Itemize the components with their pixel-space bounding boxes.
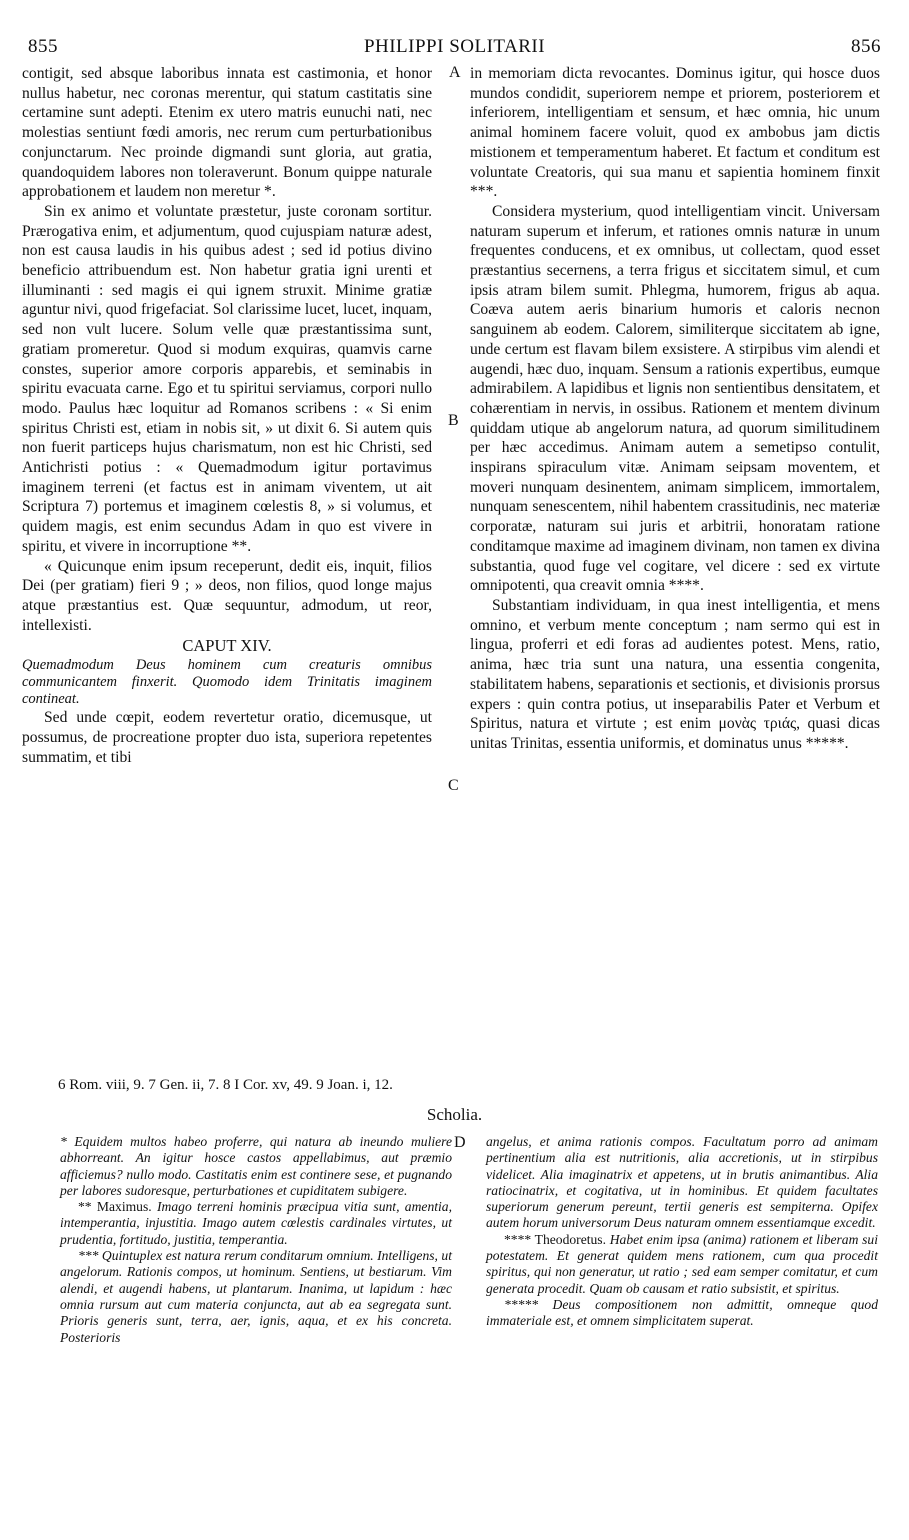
scholion-text: Habet enim ipsa (anima) rationem et liberam sui potestatem. Et generat quidem mens rationem, cum qua procedit spiritus, qui non generatur, ut ratio ; sed eam semper comitatur, et cum generata procedit. Quam ob causam et ratio subsistit, et spiritus. [486,1231,878,1296]
paragraph: Sed unde cœpit, eodem revertetur oratio, dicemusque, ut possumus, de procreatione propter duo ista, superiora repetentes summatim, et tibi [22,709,432,766]
paragraph: Considera mysterium, quod intelligentiam vincit. Universam naturam superum et inferum, et rationes omnis naturæ in unum frequentes conducens, et ex omnibus, ut collectam, quod esset præstantius secernens, a terra frigus et siccitatem simul, et cum ipsis atram bilem sumit. Phlegma, humorem, frigus ab aqua. Coæva autem aeris binarium humoris et caloris necnon sanguinem ab eodem. Calorem, similiterque siccitatem ab igne, unde certum est flavam bilem exsistere. A stirpibus vim alendi et augendi, hæc duo, inquam. Sensum a rationis expertibus, eumque admirabilem. A lapidibus et lignis non sentientibus densitatem, et cohærentiam in nervis, in ossibus. Rationem et mentem divinum quiddam utique ab angelorum natura, ad quorum similitudinem per hæc accedimus. Animam autem a semetipso contulit, inspirans spiraculum vitæ. Animam seipsam moventem, et moveri nunquam desinentem, animam simplicem, immortalem, nunquam senescentem, nihil habentem crassitudinis, nec materiæ corporatæ, naturam sui juris et arbitrii, honoratam ratione conditamque maxime ad imaginem divinam, non tamen ex divina substantia, quod fuge vel cogitare, vel dicere : sed ex virtute omnipotenti, qua creavit omnia ****. [470,202,880,595]
scholion-text: Imago terreni hominis præcipua vitia sunt, amentia, intemperantia, injustitia. Imago autem cœlestis cardinales virtutes, ut prudentia, fortitudo, justitia, temperantia. [60,1199,452,1247]
chapter-summary: Quemadmodum Deus hominem cum creaturis omnibus communicantem finxerit. Quomodo idem Trinitatis imaginem contineat. [22,657,432,708]
margin-marker-c: C [448,777,459,794]
paragraph: Substantiam individuam, in qua inest intelligentia, et mens omnino, et verbum mente conceptum ; nam sermo qui est in lingua, proferri et edi foras ad audientes potest. Mens, ratio, anima, hæc tria sunt una natura, una essentia congenita, stabilitatem habens, separationis et sectionis, et divisionis prorsus expers : quin contra potius, ut inseparabilis Pater et Verbum et Spiritus, natura et virtute ; est enim μονὰς τριάς, quasi dicas unitas Trinitas, essentia uniformis, et dominatus unus *****. [470,596,880,752]
left-page-number: 855 [28,36,58,57]
scholion: ***** Deus compositionem non admittit, omneque quod immateriale est, et omnem simplicitatem superat. [486,1296,878,1329]
chapter-heading: CAPUT XIV. [182,636,272,656]
left-text-column [22,64,432,767]
paragraph: in memoriam dicta revocantes. Dominus igitur, qui hosce duos mundos condidit, superiorem nempe et priorem, posteriorem et inferiorem, intelligentiam et sensum, et hæc omnia, hic unum animal hominem facere voluit, quod ex ambobus jam dictis mistionem et temperamentum haberet. Et factum et conditum est voluntate Creatoris, qui sua manu et sapientia hominem finxit ***. [470,65,880,201]
scholia-heading: Scholia. [426,1105,483,1124]
margin-marker-b: B [448,412,459,429]
right-text-column [470,64,880,754]
scholion: * Equidem multos habeo proferre, qui natura ab ineundo muliere abhorreant. An igitur hosce castos appellabimus, aut præmio afficiemus? nullo modo. Castitatis enim est continere sese, et pugnando per labores sudoresque, perturbationes et cupiditatem subigere. [60,1134,452,1198]
scholion [60,1199,452,1248]
scholion: angelus, et anima rationis compos. Facultatum porro ad animam pertinentium alia est nutritionis, alia accretionis, ut in stirpibus videlicet. Alia imaginatrix et appetens, ut in brutis animantibus. Alia ratiocinatrix, et cogitativa, ut in hominibus. Et quidem facultates superiorum generum pereunt, tertii generis est sempiterna. Opifex autem horum universorum Deus naturam omnem essentiamque excedit. [486,1134,878,1231]
margin-marker-d: D [454,1134,466,1151]
running-header [28,36,881,62]
paragraph: Sin ex animo et voluntate præstetur, juste coronam sortitur. Prærogativa enim, et adjumentum, quod cujuspiam naturæ adest, non est causa laudis in his quibus adest ; sed id potius divino beneficio attribuendum est. Non habetur gratia igni urenti et illuminanti : sed magis ei qui ignem struxit. Minime gratiæ aguntur nivi, quod frigefaciat. Sol clarissime lucet, lucet, inquam, sed non vult lucere. Solum velle quæ præstantissima sunt, gratiam promeretur. Quod si modum exquiras, quamvis carne constes, superior amore corporis apparebis, et seminabis in spiritu evacuata carne. Ego et tu spiritui serviamus, corpori nullo modo. Paulus hæc loquitur ad Romanos scribens : « Si enim spiritus Christi est, etiam in nobis sit, » ut dixit 6. Si autem quis non fuerit particeps hujus charismatum, non est hic Christi, sed Antichristi potius : « Quemadmodum igitur portavimus imaginem terreni (et factus est in animam viventem, ut ait Scriptura 7) portemus et imaginem cœlestis 8, » si volumus, et quidem magis, est enim secundus Adam in quo est vivere in spiritu, et vivere in incorruptione **. [22,202,432,555]
scholion-source: **** Theodoretus. [504,1231,606,1247]
scholia-right-column [486,1134,878,1330]
scholia-left-column [60,1134,452,1346]
scholion-source: ** Maximus. [78,1199,152,1215]
running-title: PHILIPPI SOLITARII [363,36,546,57]
paragraph: contigit, sed absque laboribus innata est castimonia, et honor nullus habetur, nec coronas merentur, qui statum castitatis sine certamine sunt adepti. Etenim ex utero matris eunuchi nati, nec molestias sentiunt fœdi amoris, nec rerum cum perturbationibus conjunctarum. Nec proinde digmandi sunt gloria, aut gratia, quandoquidem labores non toleraverunt. Bonum quippe naturale approbationem et laudem non meretur *. [22,65,432,201]
scholion [486,1232,878,1297]
paragraph: « Quicunque enim ipsum receperunt, dedit eis, inquit, filios Dei (per gratiam) fieri 9 ; » deos, non filios, quod longe majus atque præstantius est. Quæ sequuntur, admodum, ut reor, intellexisti. [22,557,432,634]
right-page-number: 856 [851,36,881,57]
scripture-footnotes: 6 Rom. viii, 9. 7 Gen. ii, 7. 8 I Cor. xv, 49. 9 Joan. i, 12. [58,1077,393,1093]
scholion: *** Quintuplex est natura rerum conditarum omnium. Intelligens, ut angelorum. Rationis compos, ut hominum. Sentiens, ut bestiarum. Vim alendi, et augendi habens, ut plantarum. Inanima, ut lapidum : hæc omnia rursum aut cum materia conjuncta, aut ab ea segregata sunt. Prioris generis sunt, terra, aer, ignis, aqua, et ex his concreta. Posterioris [60,1248,452,1345]
margin-marker-a: A [449,64,461,81]
